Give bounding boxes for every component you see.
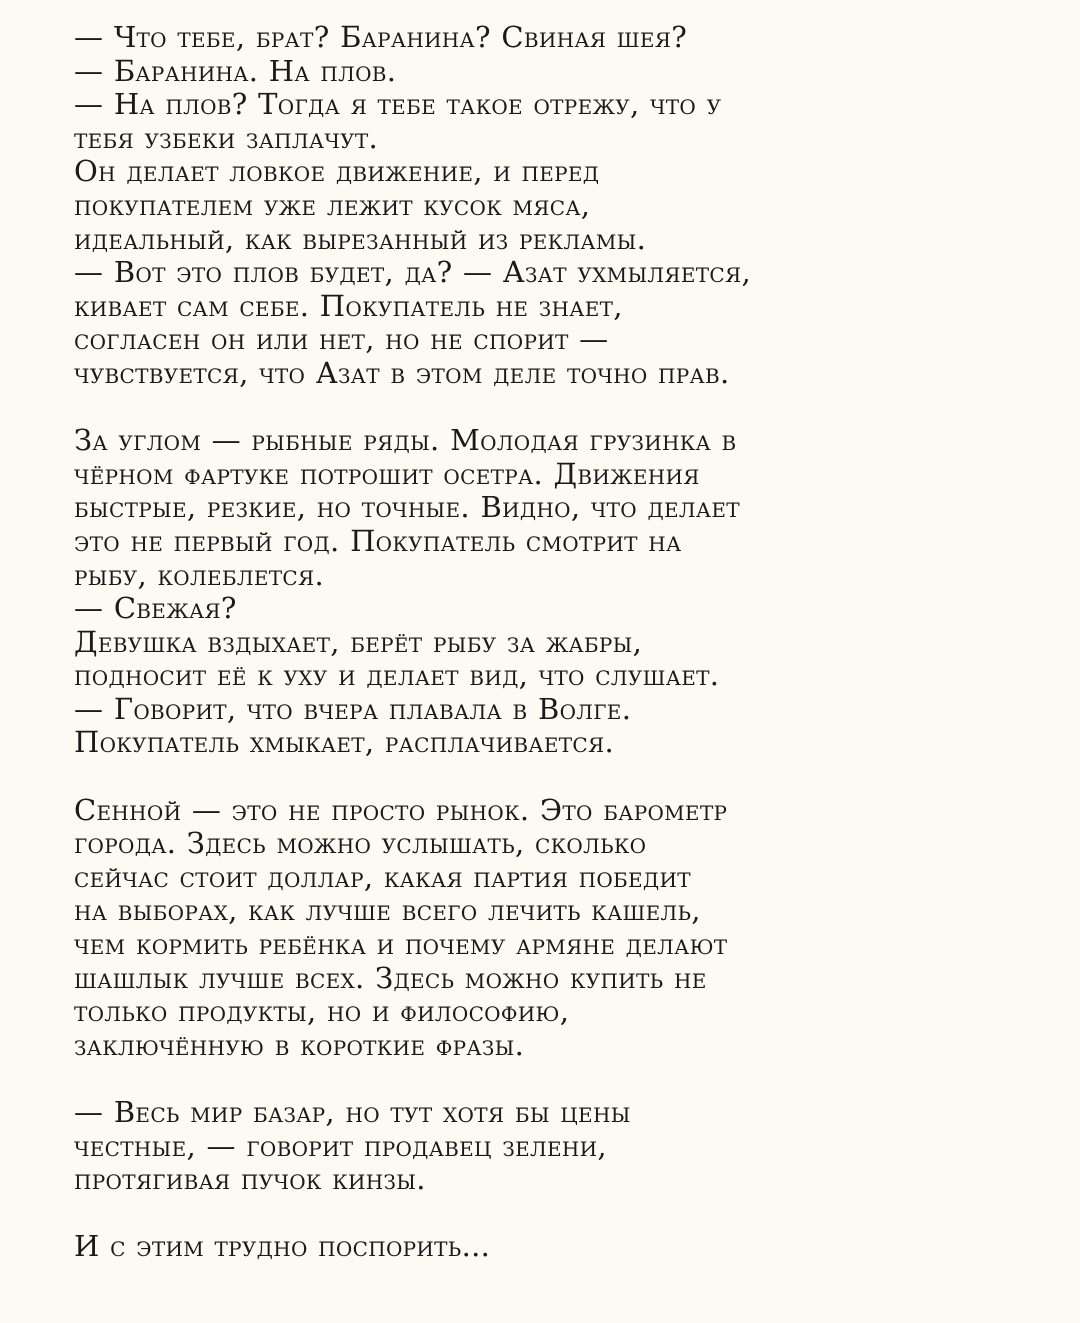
text-line: Он делает ловкое движение, и перед — [74, 154, 600, 189]
text-line: идеальный, как вырезанный из рекламы. — [74, 221, 647, 256]
paragraph-1 — [74, 21, 1040, 391]
text-line: заключённую в короткие фразы. — [74, 1027, 525, 1062]
text-line: согласен он или нет, но не спорит — — [74, 322, 609, 357]
text-line: подносит её к уху и делает вид, что слушает. — [74, 658, 720, 693]
text-line: покупателем уже лежит кусок мяса, — [74, 187, 591, 222]
text-line: чёрном фартуке потрошит осетра. Движения — [74, 456, 700, 491]
text-line: только продукты, но и философию, — [74, 994, 570, 1029]
text-line: — Вот это плов будет, да? — Азат ухмыляется, — [74, 255, 751, 290]
paragraph-4 — [74, 1096, 1040, 1197]
text-line: — На плов? Тогда я тебе такое отрежу, что у — [74, 87, 722, 122]
paragraph-gap — [74, 1062, 1040, 1096]
text-line: И с этим трудно поспорить... — [74, 1229, 491, 1264]
text-line: Сенной — это не просто рынок. Это барометр — [74, 792, 728, 827]
text-line: Девушка вздыхает, берёт рыбу за жабры, — [74, 624, 643, 659]
text-line: кивает сам себе. Покупатель не знает, — [74, 288, 623, 323]
paragraph-3 — [74, 794, 1040, 1063]
text-line: быстрые, резкие, но точные. Видно, что делает — [74, 490, 740, 525]
text-line: чувствуется, что Азат в этом деле точно прав. — [74, 355, 730, 390]
paragraph-gap — [74, 391, 1040, 425]
text-line: на выборах, как лучше всего лечить кашель, — [74, 893, 701, 928]
text-line: чем кормить ребёнка и почему армяне делают — [74, 927, 728, 962]
text-line: протягивая пучок кинзы. — [74, 1162, 426, 1197]
text-line: тебя узбеки заплачут. — [74, 120, 379, 155]
paragraph-2 — [74, 424, 1040, 760]
paragraph-5 — [74, 1230, 1040, 1264]
text-line: это не первый год. Покупатель смотрит на — [74, 523, 682, 558]
text-line: города. Здесь можно услышать, сколько — [74, 826, 647, 861]
text-line: За углом — рыбные ряды. Молодая грузинка в — [74, 423, 737, 458]
text-line: — Весь мир базар, но тут хотя бы цены — [74, 1095, 631, 1129]
text-line: — Что тебе, брат? Баранина? Свиная шея? — [74, 20, 688, 54]
paragraph-gap — [74, 760, 1040, 794]
text-line: рыбу, колеблется. — [74, 557, 324, 592]
text-line: — Говорит, что вчера плавала в Волге. — [74, 691, 632, 726]
text-line: — Свежая? — [74, 591, 237, 626]
text-line: шашлык лучше всех. Здесь можно купить не — [74, 960, 707, 995]
text-line: — Баранина. На плов. — [74, 53, 397, 88]
text-line: сейчас стоит доллар, какая партия победит — [74, 859, 691, 894]
text-line: честные, — говорит продавец зелени, — [74, 1128, 607, 1163]
paragraph-gap — [74, 1197, 1040, 1231]
text-line: Покупатель хмыкает, расплачивается. — [74, 725, 614, 760]
